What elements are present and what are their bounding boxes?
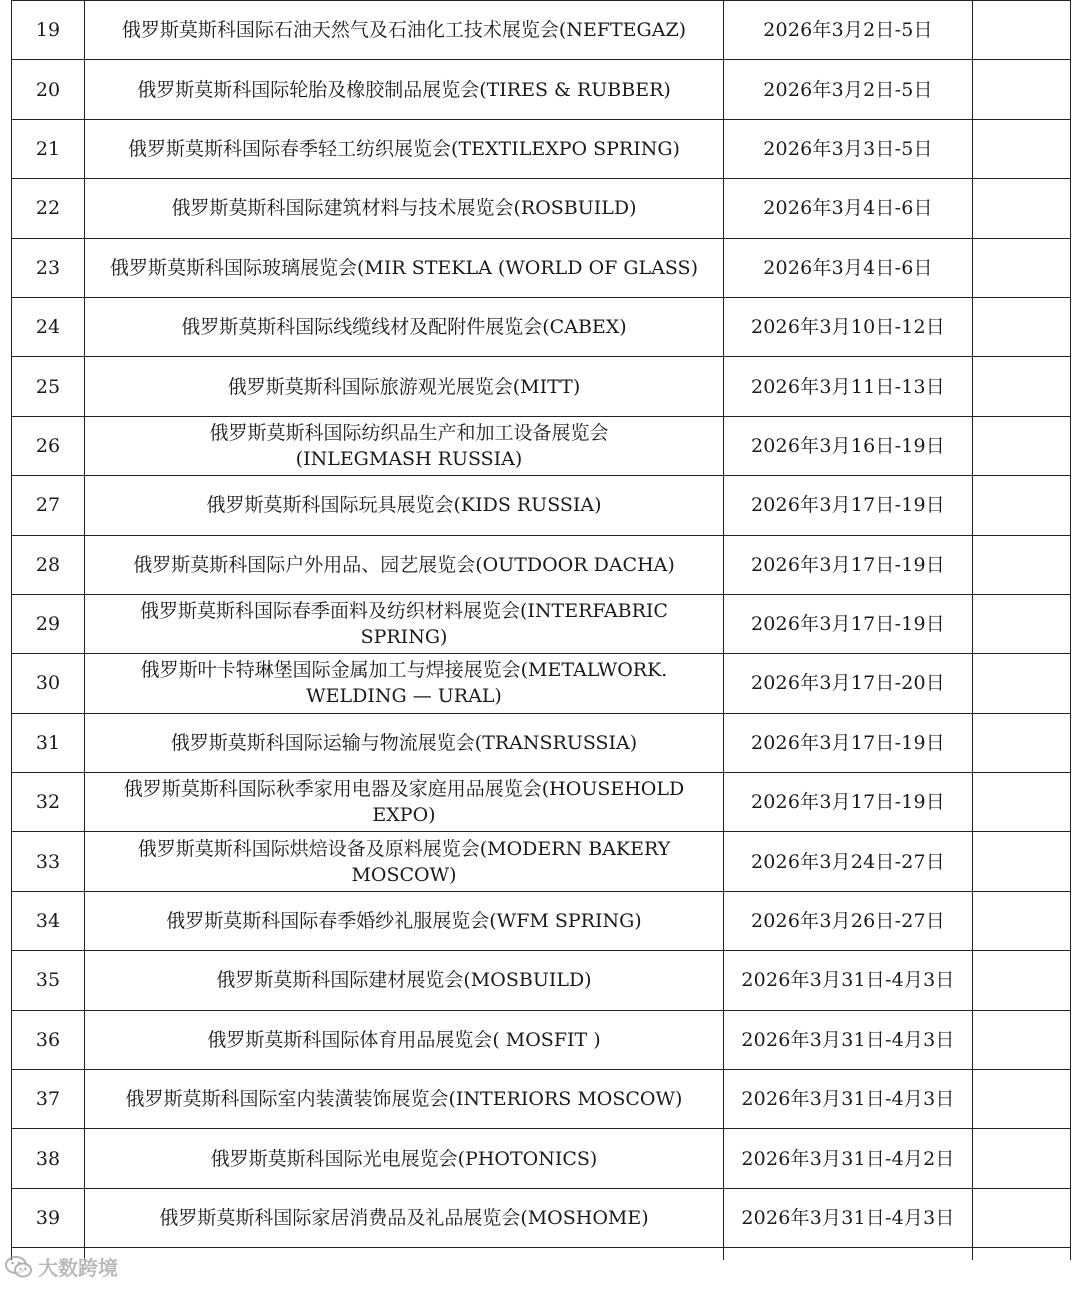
row-number: 20 — [12, 60, 85, 119]
exhibition-date: 2026年3月11日-13日 — [724, 357, 973, 416]
exhibition-name: 俄罗斯莫斯科国际光电展览会(PHOTONICS) — [85, 1129, 724, 1188]
empty-cell — [973, 891, 1071, 950]
empty-cell — [973, 238, 1071, 297]
table-row-partial — [12, 1248, 1071, 1260]
exhibition-name: 俄罗斯莫斯科国际秋季家用电器及家庭用品展览会(HOUSEHOLD EXPO) — [85, 773, 724, 832]
table-row — [12, 476, 1071, 535]
empty-cell — [973, 832, 1071, 891]
exhibition-name: 俄罗斯莫斯科国际线缆线材及配附件展览会(CABEX) — [85, 297, 724, 356]
row-number: 28 — [12, 535, 85, 594]
empty-cell — [973, 535, 1071, 594]
table-row — [12, 654, 1071, 713]
watermark-text: 大数跨境 — [38, 1256, 118, 1280]
exhibition-date: 2026年3月2日-5日 — [724, 1, 973, 60]
empty-cell — [973, 713, 1071, 772]
exhibition-date: 2026年3月17日-19日 — [724, 713, 973, 772]
row-number: 37 — [12, 1070, 85, 1129]
table-row — [12, 832, 1071, 891]
empty-cell — [973, 297, 1071, 356]
exhibition-date: 2026年3月17日-19日 — [724, 773, 973, 832]
table-row — [12, 1, 1071, 60]
row-number: 38 — [12, 1129, 85, 1188]
exhibition-name: 俄罗斯莫斯科国际建材展览会(MOSBUILD) — [85, 951, 724, 1010]
table-row — [12, 1129, 1071, 1188]
table-row — [12, 1010, 1071, 1069]
exhibition-date: 2026年3月31日-4月3日 — [724, 1070, 973, 1129]
empty-cell — [973, 594, 1071, 653]
exhibition-date: 2026年3月31日-4月3日 — [724, 1188, 973, 1247]
exhibition-date: 2026年3月17日-19日 — [724, 476, 973, 535]
table-row — [12, 713, 1071, 772]
table-row — [12, 416, 1071, 475]
exhibition-date: 2026年3月17日-19日 — [724, 594, 973, 653]
row-number: 19 — [12, 1, 85, 60]
row-number: 31 — [12, 713, 85, 772]
empty-cell — [973, 1188, 1071, 1247]
row-number: 33 — [12, 832, 85, 891]
exhibition-name: 俄罗斯莫斯科国际春季婚纱礼服展览会(WFM SPRING) — [85, 891, 724, 950]
table-row — [12, 357, 1071, 416]
empty-cell — [973, 951, 1071, 1010]
row-number: 24 — [12, 297, 85, 356]
table-row — [12, 951, 1071, 1010]
row-number: 23 — [12, 238, 85, 297]
table-row — [12, 60, 1071, 119]
table-row — [12, 119, 1071, 178]
empty-cell — [973, 179, 1071, 238]
empty-cell — [973, 1, 1071, 60]
row-number: 25 — [12, 357, 85, 416]
row-number: 22 — [12, 179, 85, 238]
exhibition-name: 俄罗斯莫斯科国际家居消费品及礼品展览会(MOSHOME) — [85, 1188, 724, 1247]
exhibition-date: 2026年3月31日-4月3日 — [724, 1010, 973, 1069]
row-number: 30 — [12, 654, 85, 713]
exhibition-date: 2026年3月31日-4月3日 — [724, 951, 973, 1010]
table-row — [12, 179, 1071, 238]
empty-cell — [973, 1129, 1071, 1188]
row-number: 27 — [12, 476, 85, 535]
table-row — [12, 297, 1071, 356]
row-number: 29 — [12, 594, 85, 653]
table-row — [12, 238, 1071, 297]
exhibition-name: 俄罗斯莫斯科国际纺织品生产和加工设备展览会(INLEGMASH RUSSIA) — [85, 416, 724, 475]
empty-cell — [973, 357, 1071, 416]
exhibition-name: 俄罗斯莫斯科国际玩具展览会(KIDS RUSSIA) — [85, 476, 724, 535]
exhibition-date: 2026年3月4日-6日 — [724, 238, 973, 297]
table-row — [12, 1070, 1071, 1129]
table-row — [12, 1188, 1071, 1247]
row-number: 36 — [12, 1010, 85, 1069]
exhibition-name: 俄罗斯莫斯科国际石油天然气及石油化工技术展览会(NEFTEGAZ) — [85, 1, 724, 60]
row-number: 35 — [12, 951, 85, 1010]
exhibition-name: 俄罗斯莫斯科国际春季面料及纺织材料展览会(INTERFABRIC SPRING) — [85, 594, 724, 653]
row-number: 26 — [12, 416, 85, 475]
exhibition-date: 2026年3月17日-19日 — [724, 535, 973, 594]
exhibition-date: 2026年3月4日-6日 — [724, 179, 973, 238]
exhibition-name: 俄罗斯莫斯科国际旅游观光展览会(MITT) — [85, 357, 724, 416]
exhibition-name: 俄罗斯莫斯科国际建筑材料与技术展览会(ROSBUILD) — [85, 179, 724, 238]
exhibition-name: 俄罗斯莫斯科国际玻璃展览会(MIR STEKLA (WORLD OF GLASS) — [85, 238, 724, 297]
row-number: 39 — [12, 1188, 85, 1247]
empty-cell — [973, 1010, 1071, 1069]
row-number: 34 — [12, 891, 85, 950]
empty-cell — [973, 773, 1071, 832]
exhibition-name: 俄罗斯莫斯科国际室内装潢装饰展览会(INTERIORS MOSCOW) — [85, 1070, 724, 1129]
exhibition-name: 俄罗斯莫斯科国际运输与物流展览会(TRANSRUSSIA) — [85, 713, 724, 772]
table-row — [12, 773, 1071, 832]
exhibition-date: 2026年3月3日-5日 — [724, 119, 973, 178]
row-number: 21 — [12, 119, 85, 178]
exhibition-name: 俄罗斯莫斯科国际轮胎及橡胶制品展览会(TIRES & RUBBER) — [85, 60, 724, 119]
exhibition-name: 俄罗斯莫斯科国际春季轻工纺织展览会(TEXTILEXPO SPRING) — [85, 119, 724, 178]
exhibition-date: 2026年3月26日-27日 — [724, 891, 973, 950]
exhibition-table — [11, 0, 1071, 1260]
exhibition-date: 2026年3月16日-19日 — [724, 416, 973, 475]
empty-cell — [973, 476, 1071, 535]
exhibition-name: 俄罗斯莫斯科国际体育用品展览会( MOSFIT ) — [85, 1010, 724, 1069]
exhibition-date: 2026年3月24日-27日 — [724, 832, 973, 891]
empty-cell — [973, 119, 1071, 178]
empty-cell — [973, 60, 1071, 119]
exhibition-date: 2026年3月2日-5日 — [724, 60, 973, 119]
table-row — [12, 891, 1071, 950]
empty-cell — [973, 1070, 1071, 1129]
exhibition-name: 俄罗斯莫斯科国际烘焙设备及原料展览会(MODERN BAKERY MOSCOW) — [85, 832, 724, 891]
row-number: 32 — [12, 773, 85, 832]
exhibition-name: 俄罗斯莫斯科国际户外用品、园艺展览会(OUTDOOR DACHA) — [85, 535, 724, 594]
empty-cell — [973, 654, 1071, 713]
exhibition-date: 2026年3月31日-4月2日 — [724, 1129, 973, 1188]
empty-cell — [973, 416, 1071, 475]
table-row — [12, 594, 1071, 653]
exhibition-name: 俄罗斯叶卡特琳堡国际金属加工与焊接展览会(METALWORK. WELDING — URAL) — [85, 654, 724, 713]
table-row — [12, 535, 1071, 594]
exhibition-date: 2026年3月10日-12日 — [724, 297, 973, 356]
exhibition-date: 2026年3月17日-20日 — [724, 654, 973, 713]
